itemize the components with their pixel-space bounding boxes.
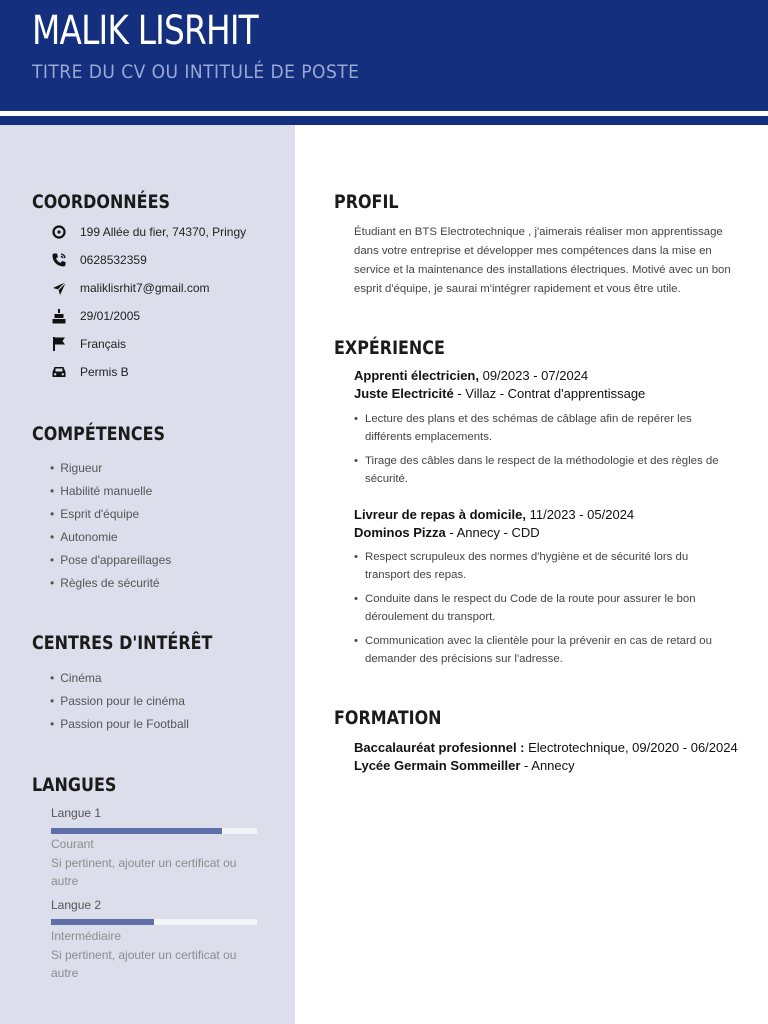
list-item: • Respect scrupuleux des normes d'hygiène et de sécurité lors du transport des repas. xyxy=(354,548,734,584)
education-degree xyxy=(354,740,738,755)
job-tasks xyxy=(354,410,734,494)
car-icon xyxy=(50,363,68,381)
language-note: Si pertinent, ajouter un certificat ou autre xyxy=(51,856,237,888)
list-item: • Cinéma xyxy=(50,669,189,692)
job-title: TITRE DU CV OU INTITULÉ DE POSTE xyxy=(32,61,360,83)
list-item: • Règles de sécurité xyxy=(50,574,171,597)
experience-section-title: EXPÉRIENCE xyxy=(334,337,445,359)
language-level-text: Intermédiaire xyxy=(51,929,122,943)
degree-title: Baccalauréat profesionnel : xyxy=(354,740,525,755)
list-item: • Autonomie xyxy=(50,528,171,551)
list-item: • Rigueur xyxy=(50,459,171,482)
list-item: • Lecture des plans et des schémas de câblage afin de repérer les différents emplacements. xyxy=(354,410,734,446)
language-level-text: Courant xyxy=(51,837,94,851)
list-item: • Communication avec la clientèle pour la prévenir en cas de retard ou demander des précisions sur l'adresse. xyxy=(354,632,734,668)
language-level-fill xyxy=(51,919,154,925)
profile-section-title: PROFIL xyxy=(334,191,399,213)
contact-section-title: COORDONNÉES xyxy=(32,191,170,213)
contact-phone xyxy=(50,250,147,270)
job-dates: 09/2023 - 07/2024 xyxy=(478,368,589,383)
job-role xyxy=(354,507,634,522)
job-company xyxy=(354,525,540,540)
job-dates: 11/2023 - 05/2024 xyxy=(525,507,635,522)
job-company xyxy=(354,386,645,401)
language-level-bar xyxy=(51,828,257,834)
location-pin-icon xyxy=(50,223,68,241)
license-text: Permis B xyxy=(80,365,129,379)
language-level-fill xyxy=(51,828,222,834)
job-company-name: Juste Electricité xyxy=(354,386,454,401)
list-item: • Passion pour le Football xyxy=(50,715,189,738)
language-name: Langue 2 xyxy=(51,898,102,912)
list-item: • Esprit d'équipe xyxy=(50,505,171,528)
list-item: • Conduite dans le respect du Code de la route pour assurer le bon déroulement du transport. xyxy=(354,590,734,626)
list-item: • Tirage des câbles dans le respect de la méthodologie et des règles de sécurité. xyxy=(354,452,734,488)
school-location: - Annecy xyxy=(520,758,575,773)
languages-section-title: LANGUES xyxy=(32,774,117,796)
profile-text: Étudiant en BTS Electrotechnique , j'aimerais réaliser mon apprentissage dans votre entreprise et développer mes compétences dans la mise en service et la maintenance des installations électriques. Motivé avec un bon esprit d'équipe, je saurai m'intégrer rapidement et vous être utile. xyxy=(354,226,731,295)
school-name: Lycée Germain Sommeiller xyxy=(354,758,521,773)
job-details: - Annecy - CDD xyxy=(445,525,540,540)
degree-details: Electrotechnique, 09/2020 - 06/2024 xyxy=(524,740,738,755)
skills-list xyxy=(50,459,171,597)
job-details: - Villaz - Contrat d'apprentissage xyxy=(453,386,646,401)
contact-email xyxy=(50,278,210,298)
cv-header xyxy=(0,0,768,111)
job-role xyxy=(354,368,588,383)
phone-icon xyxy=(50,251,68,269)
language-note: Si pertinent, ajouter un certificat ou autre xyxy=(51,948,237,980)
email-text: maliklisrhit7@gmail.com xyxy=(80,281,210,295)
education-school xyxy=(354,758,575,773)
interests-list xyxy=(50,669,189,738)
phone-text: 0628532359 xyxy=(80,253,147,267)
job-role-title: Livreur de repas à domicile, xyxy=(354,507,526,522)
send-icon xyxy=(50,279,68,297)
job-role-title: Apprenti électricien, xyxy=(354,368,479,383)
cake-icon xyxy=(50,307,68,325)
list-item: • Pose d'appareillages xyxy=(50,551,171,574)
header-divider xyxy=(0,116,768,125)
job-company-name: Dominos Pizza xyxy=(354,525,446,540)
interests-section-title: CENTRES D'INTÉRÊT xyxy=(32,632,213,654)
candidate-name: MALIK LISRHIT xyxy=(32,8,258,54)
language-name: Langue 1 xyxy=(51,806,102,820)
birthdate-text: 29/01/2005 xyxy=(80,309,141,323)
list-item: • Habilité manuelle xyxy=(50,482,171,505)
contact-birthdate xyxy=(50,306,141,326)
contact-nationality xyxy=(50,334,127,354)
contact-address xyxy=(50,222,247,242)
education-section-title: FORMATION xyxy=(334,707,442,729)
address-text: 199 Allée du fier, 74370, Pringy xyxy=(80,225,247,239)
job-tasks xyxy=(354,548,734,674)
flag-icon xyxy=(50,335,68,353)
language-level-bar xyxy=(51,919,257,925)
list-item: • Passion pour le cinéma xyxy=(50,692,189,715)
nationality-text: Français xyxy=(80,337,127,351)
contact-license xyxy=(50,362,129,382)
skills-section-title: COMPÉTENCES xyxy=(32,423,166,445)
